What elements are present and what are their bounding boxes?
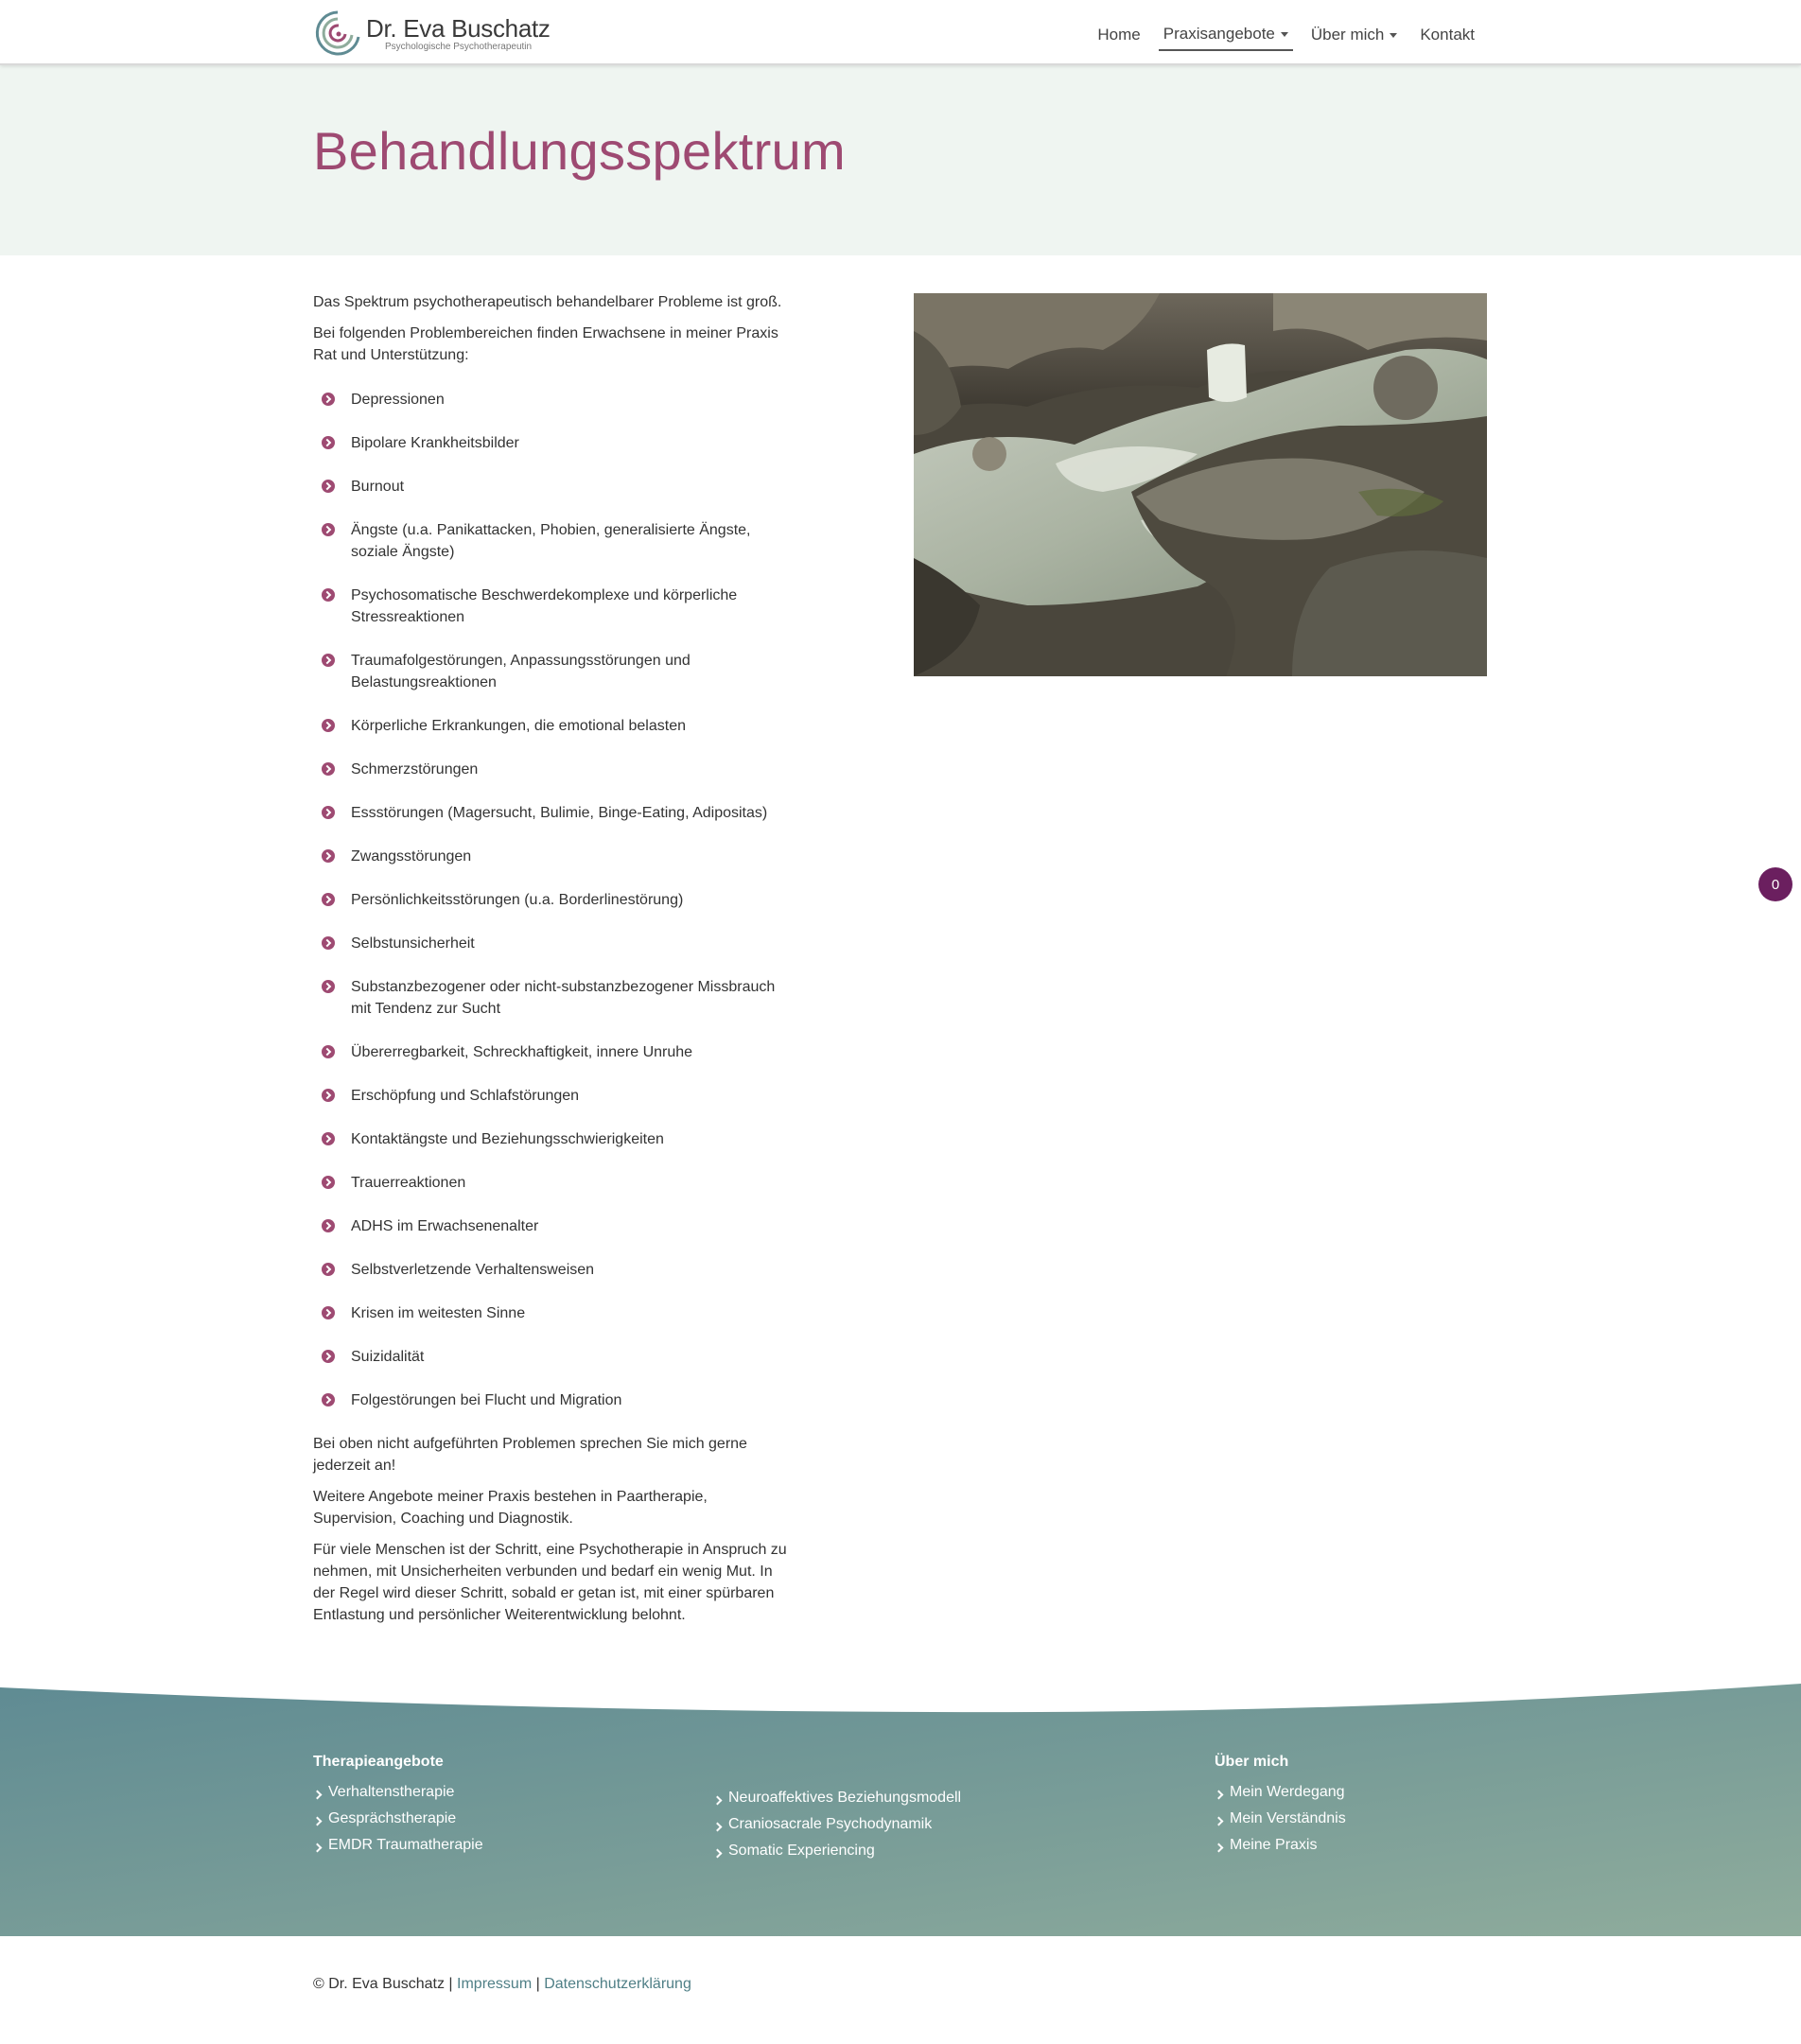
footer-heading-ueber-mich: Über mich xyxy=(1215,1754,1289,1770)
nav-home-label: Home xyxy=(1097,26,1141,44)
page-title: Behandlungsspektrum xyxy=(313,121,846,181)
list-item-text: Substanzbezogener oder nicht-substanzbezogener Missbrauch mit Tendenz zur Sucht xyxy=(351,979,776,1017)
list-item-text: Essstörungen (Magersucht, Bulimie, Binge-Eating, Adipositas) xyxy=(351,805,768,821)
list-item xyxy=(313,976,791,1020)
list-item xyxy=(313,802,791,824)
list-item-text: Schmerzstörungen xyxy=(351,761,479,777)
chevron-down-icon xyxy=(1390,33,1397,38)
chevron-circle-icon xyxy=(322,1263,335,1276)
chevron-circle-icon xyxy=(322,1176,335,1189)
list-item-text: ADHS im Erwachsenenalter xyxy=(351,1218,539,1234)
intro-text-1: Das Spektrum psychotherapeutisch behandelbarer Probleme ist groß. xyxy=(313,294,782,310)
copyright-bar xyxy=(313,1976,691,1993)
floating-counter-badge[interactable]: 0 xyxy=(1758,867,1792,901)
nav-kontakt[interactable] xyxy=(1415,21,1479,51)
list-item-text: Zwangsstörungen xyxy=(351,848,472,865)
footer-link-werdegang[interactable]: Mein Werdegang xyxy=(1215,1784,1346,1801)
logo[interactable] xyxy=(313,9,551,58)
logo-name: Dr. Eva Buschatz xyxy=(366,14,551,43)
chevron-circle-icon xyxy=(322,1350,335,1363)
intro-text-2: Bei folgenden Problembereichen finden Erwachsene in meiner Praxis Rat und Unterstützung: xyxy=(313,325,778,363)
list-item-text: Burnout xyxy=(351,479,405,495)
outro-text-3: Für viele Menschen ist der Schritt, eine Psychotherapie in Anspruch zu nehmen, mit Unsicherheiten verbunden und bedarf ein wenig Mut. In der Regel wird dieser Schritt, sobald er getan ist, mit einer spürbaren Entlastung und persönlicher Weiterentwicklung belohnt. xyxy=(313,1542,787,1623)
footer-link-somatic[interactable]: Somatic Experiencing xyxy=(713,1843,961,1860)
list-item xyxy=(313,519,791,563)
list-item-text: Bipolare Krankheitsbilder xyxy=(351,435,519,451)
list-item xyxy=(313,759,791,780)
nav-ueber-mich[interactable] xyxy=(1306,21,1402,51)
chevron-circle-icon xyxy=(322,1306,335,1319)
chevron-circle-icon xyxy=(322,523,335,536)
outro-text-2: Weitere Angebote meiner Praxis bestehen in Paartherapie, Supervision, Coaching und Diagnostik. xyxy=(313,1489,708,1527)
chevron-circle-icon xyxy=(322,893,335,906)
chevron-circle-icon xyxy=(322,1045,335,1058)
river-photo-illustration xyxy=(914,293,1487,676)
footer-link-craniosacral[interactable]: Craniosacrale Psychodynamik xyxy=(713,1816,961,1833)
list-item xyxy=(313,432,791,454)
list-item xyxy=(313,846,791,867)
chevron-circle-icon xyxy=(322,1219,335,1232)
nav-ueber-mich-label: Über mich xyxy=(1310,26,1385,44)
list-item-text: Folgestörungen bei Flucht und Migration xyxy=(351,1392,622,1408)
list-item-text: Selbstverletzende Verhaltensweisen xyxy=(351,1262,595,1278)
chevron-circle-icon xyxy=(322,436,335,449)
chevron-circle-icon xyxy=(322,849,335,863)
footer-link-verhaltenstherapie[interactable]: Verhaltenstherapie xyxy=(313,1784,483,1801)
footer-link-emdr[interactable]: EMDR Traumatherapie xyxy=(313,1837,483,1854)
chevron-circle-icon xyxy=(322,1132,335,1145)
river-photo xyxy=(914,293,1487,676)
chevron-circle-icon xyxy=(322,806,335,819)
chevron-down-icon xyxy=(1281,32,1288,37)
list-item xyxy=(313,933,791,954)
chevron-circle-icon xyxy=(322,588,335,602)
list-item-text: Traumafolgestörungen, Anpassungsstörungen und Belastungsreaktionen xyxy=(351,653,691,690)
footer-link-verstaendnis[interactable]: Mein Verständnis xyxy=(1215,1810,1346,1827)
site-header xyxy=(0,0,1801,65)
chevron-circle-icon xyxy=(322,719,335,732)
list-item-text: Erschöpfung und Schlafstörungen xyxy=(351,1088,580,1104)
chevron-circle-icon xyxy=(322,393,335,406)
list-item xyxy=(313,1172,791,1194)
datenschutz-link[interactable]: Datenschutzerklärung xyxy=(544,1976,691,1992)
list-item xyxy=(313,889,791,911)
list-item-text: Psychosomatische Beschwerdekomplexe und körperliche Stressreaktionen xyxy=(351,587,738,625)
list-item-text: Übererregbarkeit, Schreckhaftigkeit, innere Unruhe xyxy=(351,1044,693,1060)
list-item xyxy=(313,1346,791,1368)
list-item xyxy=(313,1259,791,1281)
nav-praxisangebote-label: Praxisangebote xyxy=(1163,25,1275,43)
footer-column-methods xyxy=(713,1790,961,1869)
list-item-text: Depressionen xyxy=(351,392,445,408)
list-item-text: Persönlichkeitsstörungen (u.a. Borderlinestörung) xyxy=(351,892,684,908)
chevron-circle-icon xyxy=(322,980,335,993)
footer-column-therapieangebote xyxy=(313,1754,483,1863)
impressum-link[interactable]: Impressum xyxy=(457,1976,533,1992)
nav-praxisangebote[interactable] xyxy=(1159,21,1293,51)
list-item-text: Kontaktängste und Beziehungsschwierigkeiten xyxy=(351,1131,664,1147)
list-item xyxy=(313,1041,791,1063)
logo-swirl-icon xyxy=(313,9,362,58)
main-content xyxy=(313,291,791,1635)
copyright-separator: | xyxy=(535,1976,540,1992)
list-item-text: Körperliche Erkrankungen, die emotional belasten xyxy=(351,718,686,734)
list-item-text: Ängste (u.a. Panikattacken, Phobien, generalisierte Ängste, soziale Ängste) xyxy=(351,522,751,560)
chevron-circle-icon xyxy=(322,654,335,667)
list-item xyxy=(313,1389,791,1411)
logo-subtitle: Psychologische Psychotherapeutin xyxy=(385,42,533,52)
list-item xyxy=(313,389,791,411)
copyright-text: © Dr. Eva Buschatz | xyxy=(313,1976,453,1992)
footer-link-praxis[interactable]: Meine Praxis xyxy=(1215,1837,1346,1854)
list-item-text: Trauerreaktionen xyxy=(351,1175,466,1191)
footer-column-ueber-mich xyxy=(1215,1754,1346,1863)
nav-kontakt-label: Kontakt xyxy=(1420,26,1475,44)
list-item xyxy=(313,585,791,628)
list-item-text: Krisen im weitesten Sinne xyxy=(351,1305,526,1321)
main-nav xyxy=(1093,21,1479,51)
chevron-circle-icon xyxy=(322,936,335,950)
problem-list xyxy=(313,389,791,1411)
footer-heading-therapieangebote: Therapieangebote xyxy=(313,1754,444,1770)
nav-home[interactable] xyxy=(1093,21,1145,51)
footer-link-neuroaffektiv[interactable]: Neuroaffektives Beziehungsmodell xyxy=(713,1790,961,1807)
page-hero xyxy=(0,65,1801,255)
outro-text-1: Bei oben nicht aufgeführten Problemen sprechen Sie mich gerne jederzeit an! xyxy=(313,1436,747,1474)
list-item xyxy=(313,715,791,737)
chevron-circle-icon xyxy=(322,480,335,493)
chevron-circle-icon xyxy=(322,1089,335,1102)
list-item xyxy=(313,1128,791,1150)
list-item-text: Selbstunsicherheit xyxy=(351,935,475,952)
chevron-circle-icon xyxy=(322,1393,335,1406)
list-item xyxy=(313,1302,791,1324)
list-item xyxy=(313,1085,791,1107)
chevron-circle-icon xyxy=(322,762,335,776)
footer-link-gespraechstherapie[interactable]: Gesprächstherapie xyxy=(313,1810,483,1827)
list-item xyxy=(313,476,791,498)
list-item xyxy=(313,1215,791,1237)
list-item xyxy=(313,650,791,693)
list-item-text: Suizidalität xyxy=(351,1349,425,1365)
